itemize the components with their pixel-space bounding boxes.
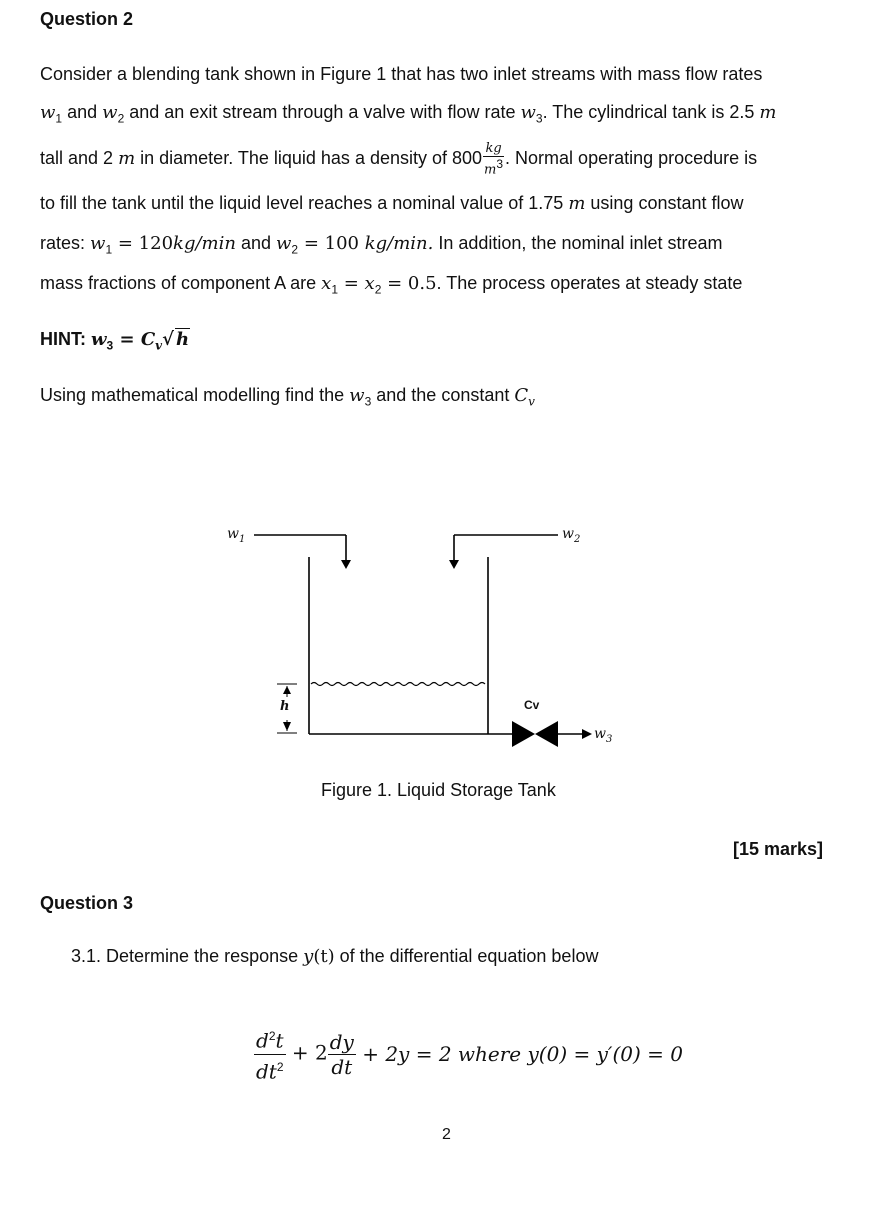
w2-label: $w_2$ [562,526,581,545]
liquid-surface [311,683,485,686]
density-unit-fraction: $\frac{kg}{m^3}$ [484,140,504,177]
question-3-heading: Question 3 [40,893,134,913]
differential-equation: $\frac{d^2t}{dt^2}$ + 2 $\frac{dy}{dt}$ + 2y = 2 where y(0) = y′(0) = 0 [254,1024,683,1084]
h-arrowhead-up [283,686,291,694]
paragraph-line-5: rates: $w_1 = 120kg/\min$ and $w_2 = 100$ kg/min. In addition, the nominal inlet stream [40,233,723,257]
hint-line: HINT: $w_3 = C_v√$ h [40,329,190,353]
valve-right-triangle [535,721,558,747]
second-derivative-fraction: $\frac{d^2t}{dt^2}$ [254,1024,286,1084]
task-line: Using mathematical modelling find the $w_3$ and the constant $C_v$ [40,385,535,409]
w1-label: $w_1$ [227,526,246,545]
paragraph-line-3: tall and 2 m in diameter. The liquid has a density of 800 $\frac{kg}{m^3}$ . Normal operating procedure is [40,140,758,177]
page-number: 2 [442,1126,451,1143]
cv-label: Cv [524,698,540,712]
marks-label: [15 marks] [733,839,824,859]
h-label: h [280,699,290,714]
w3-label: $w_3$ [594,726,613,745]
first-derivative-fraction: $\frac{dy}{dt}$ [329,1029,354,1079]
paragraph-line-1: Consider a blending tank shown in Figure 1 that has two inlet streams with mass flow rates [40,64,763,84]
paragraph-line-4: to fill the tank until the liquid level reaches a nominal value of 1.75 m using constant flow [40,193,744,214]
inlet-arrowhead-2 [449,560,459,569]
inlet-arrowhead-1 [341,560,351,569]
question-3-item-1: 3.1. Determine the response y(t) of the differential equation below [71,946,599,967]
question-2-heading: Question 2 [40,9,134,29]
h-arrowhead-down [283,722,291,731]
paragraph-line-6: mass fractions of component A are $x_1 = x_2 = 0.5$. The process operates at steady state [40,273,743,297]
outlet-arrowhead [582,729,592,739]
figure-caption: Figure 1. Liquid Storage Tank [321,780,556,800]
paragraph-line-2: $w_1$ and $w_2$ and an exit stream through a valve with flow rate $w_3$. The cylindrical tank is 2.5 m [40,102,777,126]
valve-left-triangle [512,721,535,747]
